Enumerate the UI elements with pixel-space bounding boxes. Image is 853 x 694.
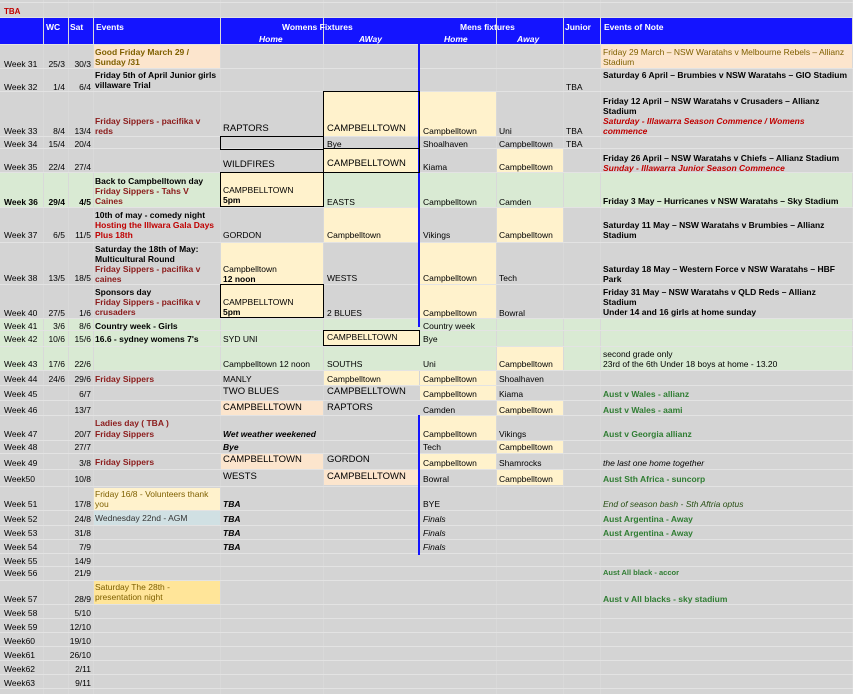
note-w56: Aust All black - accor xyxy=(603,568,679,577)
note-w36: Friday 3 May – Hurricanes v NSW Waratahs – Sky Stadium xyxy=(603,196,839,206)
womens-home-w46: CAMPBELLTOWN xyxy=(223,402,302,413)
week-label: Week 40 xyxy=(4,308,38,318)
gridline xyxy=(0,525,853,526)
saturday-date: 19/10 xyxy=(69,636,91,646)
mens-home-w37: Vikings xyxy=(423,230,451,240)
mens-w41: Country week xyxy=(423,321,475,331)
week-label: Week 57 xyxy=(4,594,38,604)
week-label: Week 45 xyxy=(4,389,38,399)
saturday-date: 29/6 xyxy=(74,374,91,384)
junior-w33: TBA xyxy=(566,126,583,136)
womens-home-w45: TWO BLUES xyxy=(223,386,279,397)
womens-away-w50: CAMPBELLTOWN xyxy=(327,471,406,482)
saturday-date: 27/7 xyxy=(74,442,91,452)
saturday-date: 13/7 xyxy=(74,405,91,415)
mens-home-w49: Campbelltown xyxy=(423,458,477,468)
gridline xyxy=(0,318,853,319)
week-label: Week63 xyxy=(4,678,36,688)
mens-home-w40: Campbelltown xyxy=(423,308,477,318)
womens-away-w37: Campbelltown xyxy=(327,230,381,240)
womens-away-w38: WESTS xyxy=(327,273,358,283)
event-w32: Friday 5th of April Junior girls villaware Trial xyxy=(95,70,217,90)
womens-away-w33: CAMPBELLTOWN xyxy=(327,123,406,134)
event-w47a: Ladies day ( TBA ) xyxy=(95,418,169,428)
week-commencing: 29/4 xyxy=(48,197,65,207)
saturday-date: 20/4 xyxy=(74,139,91,149)
womens-home-w35: WILDFIRES xyxy=(223,159,275,170)
note-w37: Saturday 11 May – NSW Waratahs v Brumbies – Allianz Stadium xyxy=(603,220,825,240)
womens-away-w45: CAMPBELLTOWN xyxy=(327,386,406,397)
col-header-events-of-note: Events of Note xyxy=(604,22,664,32)
week-commencing: 6/5 xyxy=(53,230,65,240)
gridline xyxy=(0,469,853,470)
gridline xyxy=(0,91,853,92)
gridline xyxy=(0,632,853,633)
womens-home-w40: CAMPBELLTOWN xyxy=(223,297,294,307)
gridline xyxy=(0,68,853,69)
saturday-date: 14/9 xyxy=(74,556,91,566)
womens-w52: TBA xyxy=(223,514,241,524)
saturday-date: 8/6 xyxy=(79,321,91,331)
mens-away-w37: Campbelltown xyxy=(499,230,553,240)
week-label: Week 41 xyxy=(4,321,38,331)
mens-home-w43: Uni xyxy=(423,359,436,369)
event-w33: Friday Sippers - pacifika v reds xyxy=(95,116,201,136)
event-w49: Friday Sippers xyxy=(95,457,155,467)
womens-w53: TBA xyxy=(223,528,241,538)
note-w31: Friday 29 March – NSW Waratahs v Melbourne Rebels – Allianz Stadium xyxy=(603,47,845,67)
note-w33b: Saturday - Illawarra Season Commence / Womens commence xyxy=(603,116,805,136)
womens-away-w49: GORDON xyxy=(327,454,370,465)
saturday-date: 11/5 xyxy=(75,230,91,240)
subheader-mens-home: Home xyxy=(444,34,468,44)
event-w40b: Friday Sippers - pacifika v crusaders xyxy=(95,297,201,317)
saturday-date: 6/7 xyxy=(79,389,91,399)
week-label: Week 32 xyxy=(4,82,38,92)
gridline xyxy=(0,453,853,454)
event-w38b: Friday Sippers - pacifika v caines xyxy=(95,264,201,284)
week-commencing: 27/5 xyxy=(48,308,65,318)
saturday-date: 24/8 xyxy=(74,514,91,524)
note-w51: End of season bash - Sth Aftria optus xyxy=(603,499,744,509)
mens-home-w48: Tech xyxy=(423,442,441,452)
gridline xyxy=(0,136,853,137)
note-w40b: Under 14 and 16 girls at home sunday xyxy=(603,307,757,317)
gridline xyxy=(0,284,853,285)
saturday-date: 5/10 xyxy=(74,608,91,618)
note-w40a: Friday 31 May – NSW Waratahs v QLD Reds – Allianz Stadium xyxy=(603,287,816,307)
note-w46: Aust v Wales - aami xyxy=(603,405,683,415)
mens-away-w44: Shoalhaven xyxy=(499,374,544,384)
week-label: Week 36 xyxy=(4,197,38,207)
mens-home-w35: Kiama xyxy=(423,162,448,172)
event-w37a: 10th of may - comedy night xyxy=(95,210,206,220)
col-header-junior: Junior xyxy=(565,22,591,32)
week-commencing: 1/4 xyxy=(53,82,65,92)
week-label: Week 55 xyxy=(4,556,38,566)
gridline xyxy=(0,510,853,511)
junior-w32: TBA xyxy=(566,82,583,92)
week-label: Week 48 xyxy=(4,442,38,452)
womens-away-w44: Campbelltown xyxy=(327,374,381,384)
note-w43a: second grade only xyxy=(603,349,673,359)
mens-home-w34: Shoalhaven xyxy=(423,139,468,149)
week-commencing: 25/3 xyxy=(48,59,65,69)
gridline xyxy=(0,385,853,386)
saturday-date: 22/6 xyxy=(74,359,91,369)
saturday-date: 2/11 xyxy=(75,664,91,674)
gridline xyxy=(600,0,601,694)
event-w41: Country week - Girls xyxy=(95,321,178,331)
gridline xyxy=(0,440,853,441)
womens-w48-bye: Bye xyxy=(223,442,239,452)
saturday-date: 4/5 xyxy=(79,197,91,207)
gridline xyxy=(0,539,853,540)
event-w37b: Hosting the Illwara Gala Days Plus 18th xyxy=(95,220,215,240)
mens-w53: Finals xyxy=(423,528,446,538)
event-w36b: Friday Sippers - Tahs V Caines xyxy=(95,186,189,206)
week-label: Week50 xyxy=(4,474,36,484)
womens-home-w33: RAPTORS xyxy=(223,123,269,134)
note-w33a: Friday 12 April – NSW Waratahs v Crusaders – Allianz Stadium xyxy=(603,96,820,116)
mens-home-w46: Camden xyxy=(423,405,456,415)
event-w31: Good Friday March 29 / Sunday /31 xyxy=(95,47,189,67)
womens-home-w38-time: 12 noon xyxy=(223,274,256,284)
mens-away-w35: Campbelltown xyxy=(499,162,553,172)
gridline xyxy=(0,553,853,554)
womens-away-w42: CAMPBELLTOWN xyxy=(327,332,398,342)
saturday-date: 15/6 xyxy=(74,334,91,344)
week-label: Week 56 xyxy=(4,568,38,578)
week-commencing: 10/6 xyxy=(48,334,65,344)
mens-away-w45: Kiama xyxy=(499,389,524,399)
mens-home-w33: Campbelltown xyxy=(423,126,477,136)
header-band xyxy=(0,17,853,44)
womens-w47-note: Wet weather weekened xyxy=(223,429,316,439)
junior-w34: TBA xyxy=(566,139,583,149)
saturday-date: 26/10 xyxy=(69,650,91,660)
gridline xyxy=(496,0,497,694)
event-w52: Wednesday 22nd - AGM xyxy=(95,513,188,523)
saturday-date: 10/8 xyxy=(74,474,91,484)
mens-w54: Finals xyxy=(423,542,446,552)
womens-away-w36: EASTS xyxy=(327,197,355,207)
subheader-mens-away: Away xyxy=(517,34,540,44)
note-w43b: 23rd of the 6th Under 18 boys at home - 13.20 xyxy=(603,359,778,369)
gridline xyxy=(0,207,853,208)
gridline xyxy=(0,486,853,487)
womens-away-w43: SOUTHS xyxy=(327,359,363,369)
womens-home-w40-time: 5pm xyxy=(223,307,241,317)
week-label: Week61 xyxy=(4,650,36,660)
saturday-date: 31/8 xyxy=(74,528,91,538)
saturday-date: 17/8 xyxy=(74,499,91,509)
gridline xyxy=(563,0,564,694)
saturday-date: 27/4 xyxy=(74,162,91,172)
week-label: Week 47 xyxy=(4,429,38,439)
col-header-events: Events xyxy=(96,22,124,32)
event-w36a: Back to Campbelltown day xyxy=(95,176,204,186)
gridline xyxy=(0,346,853,347)
gridline xyxy=(0,618,853,619)
saturday-date: 6/4 xyxy=(79,82,91,92)
mens-away-w50: Campbelltown xyxy=(499,474,553,484)
womens-home-w42: SYD UNI xyxy=(223,334,258,344)
womens-w54: TBA xyxy=(223,542,241,552)
note-w57: Aust v All blacks - sky stadium xyxy=(603,594,728,604)
tba-label: TBA xyxy=(4,7,21,16)
gridline xyxy=(0,566,853,567)
mens-home-w45: Campbelltown xyxy=(423,389,477,399)
mens-away-w34: Campbelltown xyxy=(499,139,553,149)
mens-away-w40: Bowral xyxy=(499,308,525,318)
note-w49: the last one home together xyxy=(603,458,705,468)
gridline xyxy=(0,400,853,401)
event-w40a: Sponsors day xyxy=(95,287,152,297)
mens-home-w47: Campbelltown xyxy=(423,429,477,439)
womens-away-w35: CAMPBELLTOWN xyxy=(327,158,406,169)
note-w35a: Friday 26 April – NSW Waratahs v Chiefs – Allianz Stadium xyxy=(603,153,840,163)
saturday-date: 20/7 xyxy=(74,429,91,439)
mens-away-w47: Vikings xyxy=(499,429,527,439)
gridline xyxy=(0,415,853,416)
note-w50: Aust Sth Africa - suncorp xyxy=(603,474,706,484)
event-w44: Friday Sippers xyxy=(95,374,155,384)
womens-home-w50: WESTS xyxy=(223,471,257,482)
gridline xyxy=(68,0,69,694)
mens-home-w50: Bowral xyxy=(423,474,449,484)
week-label: Week62 xyxy=(4,664,36,674)
week-label: Week60 xyxy=(4,636,36,646)
womens-away-w34: Bye xyxy=(327,139,342,149)
womens-home-w38: Campbelltown xyxy=(223,264,277,274)
gridline xyxy=(0,646,853,647)
saturday-date: 13/4 xyxy=(74,126,91,136)
mens-away-w36: Camden xyxy=(499,197,532,207)
week-label: Week 43 xyxy=(4,359,38,369)
womens-home-w37: GORDON xyxy=(223,230,262,240)
saturday-date: 28/9 xyxy=(74,594,91,604)
saturday-date: 3/8 xyxy=(79,458,91,468)
note-w38: Saturday 18 May – Western Force v NSW Waratahs – HBF Park xyxy=(603,264,835,284)
week-label: Week 31 xyxy=(4,59,38,69)
col-header-wc: WC xyxy=(46,22,61,32)
womens-home-w49: CAMPBELLTOWN xyxy=(223,454,302,465)
week-label: Week 58 xyxy=(4,608,38,618)
gridline xyxy=(43,0,44,694)
week-label: Week 53 xyxy=(4,528,38,538)
gridline xyxy=(0,370,853,371)
week-label: Week 54 xyxy=(4,542,38,552)
subheader-womens-home: Home xyxy=(259,34,283,44)
saturday-date: 21/9 xyxy=(74,568,91,578)
week-label: Week 51 xyxy=(4,499,38,509)
mens-away-w49: Shamrocks xyxy=(499,458,542,468)
mens-away-w43: Campbelltown xyxy=(499,359,553,369)
mens-w42: Bye xyxy=(423,334,438,344)
col-header-sat: Sat xyxy=(70,22,84,32)
saturday-date: 18/5 xyxy=(74,273,91,283)
col-header-womens: Womens Fixtures xyxy=(282,22,353,32)
week-label: Week 52 xyxy=(4,514,38,524)
womens-away-w46: RAPTORS xyxy=(327,402,373,413)
saturday-date: 30/3 xyxy=(74,59,91,69)
mens-away-w33: Uni xyxy=(499,126,512,136)
gridline xyxy=(0,580,853,581)
gridline xyxy=(0,44,853,45)
note-w35b: Sunday - Illawarra Junior Season Commence xyxy=(603,163,785,173)
womens-home-w44: MANLY xyxy=(223,374,252,384)
saturday-date: 9/11 xyxy=(75,678,91,688)
mens-w51: BYE xyxy=(423,499,441,509)
womens-home-w43: Campbelltown 12 noon xyxy=(223,359,310,369)
boxed-cell xyxy=(220,136,324,150)
week-label: Week 37 xyxy=(4,230,38,240)
week-label: Week 46 xyxy=(4,405,38,415)
week-label: Week 49 xyxy=(4,458,38,468)
gridline xyxy=(93,0,94,694)
note-w47: Aust v Georgia allianz xyxy=(603,429,692,439)
col-header-mens: Mens fixtures xyxy=(460,22,515,32)
womens-w51: TBA xyxy=(223,499,241,509)
saturday-date: 1/6 xyxy=(79,308,91,318)
gridline xyxy=(220,0,221,694)
week-commencing: 3/6 xyxy=(53,321,65,331)
week-commencing: 22/4 xyxy=(48,162,65,172)
event-w42: 16.6 - sydney womens 7's xyxy=(95,334,199,344)
gridline xyxy=(0,242,853,243)
section-divider xyxy=(418,415,420,555)
subheader-womens-away: AWay xyxy=(359,34,382,44)
saturday-date: 7/9 xyxy=(79,542,91,552)
womens-home-w36: CAMPBELLTOWN xyxy=(223,185,294,195)
week-label: Week 33 xyxy=(4,126,38,136)
event-w38a: Saturday the 18th of May: Multicultural Round xyxy=(95,244,199,264)
event-w47b: Friday Sippers xyxy=(95,429,155,439)
mens-w52: Finals xyxy=(423,514,446,524)
mens-home-w38: Campbelltown xyxy=(423,273,477,283)
week-label: Week 34 xyxy=(4,139,38,149)
week-commencing: 24/6 xyxy=(48,374,65,384)
note-w53: Aust Argentina - Away xyxy=(603,528,693,538)
mens-away-w46: Campbelltown xyxy=(499,405,553,415)
week-label: Week 42 xyxy=(4,334,38,344)
womens-home-w36-time: 5pm xyxy=(223,195,241,205)
event-w57: Saturday The 28th - presentation night xyxy=(95,582,170,602)
gridline xyxy=(0,2,853,3)
gridline xyxy=(0,674,853,675)
week-label: Week 59 xyxy=(4,622,38,632)
note-w32: Saturday 6 April – Brumbies v NSW Waratahs – GIO Stadium xyxy=(603,70,848,80)
saturday-date: 12/10 xyxy=(69,622,91,632)
week-label: Week 35 xyxy=(4,162,38,172)
mens-home-w44: Campbelltown xyxy=(423,374,477,384)
event-w51: Friday 16/8 - Volunteers thank you xyxy=(95,489,209,509)
week-label: Week 38 xyxy=(4,273,38,283)
section-divider xyxy=(418,44,420,327)
mens-away-w48: Campbelltown xyxy=(499,442,553,452)
week-commencing: 15/4 xyxy=(48,139,65,149)
note-w52: Aust Argentina - Away xyxy=(603,514,693,524)
womens-away-w40: 2 BLUES xyxy=(327,308,362,318)
mens-away-w38: Tech xyxy=(499,273,517,283)
note-w44: Aust v Wales - allianz xyxy=(603,389,690,399)
week-label: Week 44 xyxy=(4,374,38,384)
week-commencing: 17/6 xyxy=(48,359,65,369)
gridline xyxy=(0,688,853,689)
gridline xyxy=(0,604,853,605)
week-commencing: 8/4 xyxy=(53,126,65,136)
gridline xyxy=(0,17,853,18)
gridline xyxy=(0,660,853,661)
mens-home-w36: Campbelltown xyxy=(423,197,477,207)
week-commencing: 13/5 xyxy=(48,273,65,283)
